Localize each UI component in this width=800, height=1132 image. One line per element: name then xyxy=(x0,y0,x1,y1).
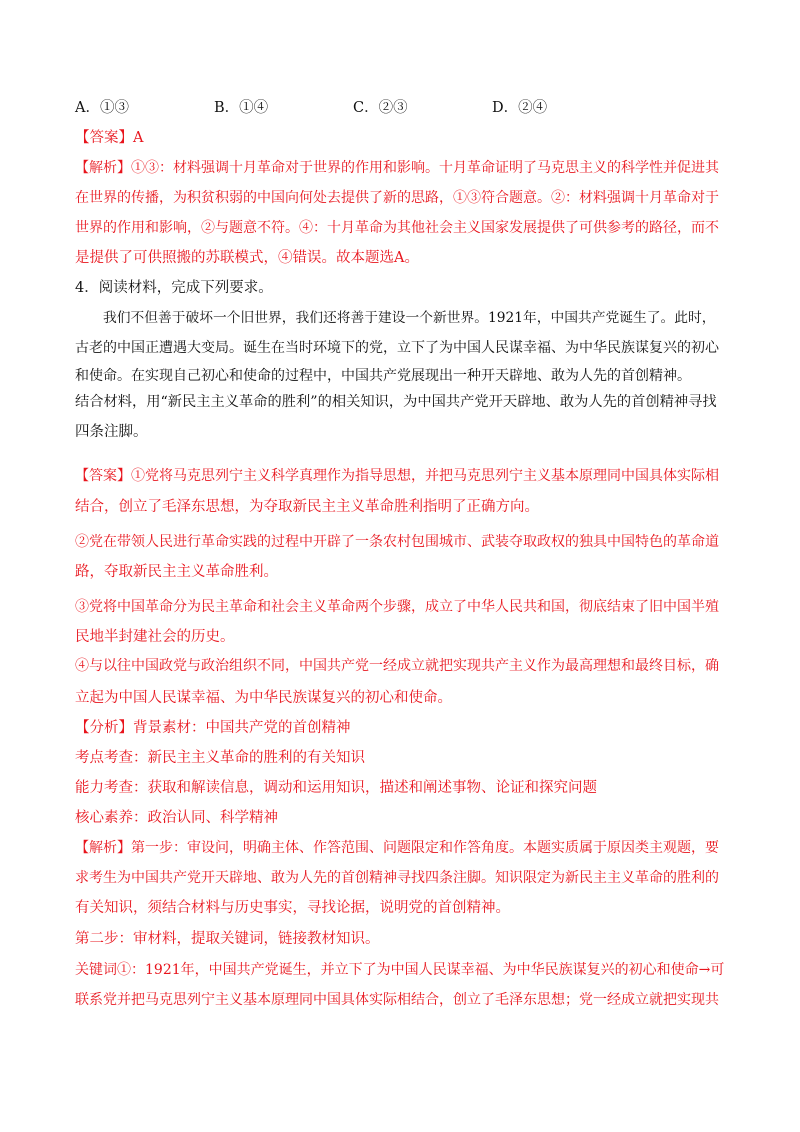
q4-keyword-line: 联系党并把马克思列宁主义基本原理同中国具体实际相结合，创立了毛泽东思想；党一经成立就把实现共 xyxy=(75,992,719,1008)
q3-analysis-line: 【解析】①③：材料强调十月革命对于世界的作用和影响。十月革命证明了马克思主义的科学性并促进其 xyxy=(75,160,719,176)
q4-literacy: 核心素养：政治认同、科学精神 xyxy=(75,810,278,826)
q4-ability: 能力考查：获取和解读信息，调动和运用知识，描述和阐述事物、论证和探究问题 xyxy=(75,780,597,796)
q4-stem: 4．阅读材料，完成下列要求。 xyxy=(75,280,273,296)
q4-exam-point: 考点考查：新民主主义革命的胜利的有关知识 xyxy=(75,750,365,766)
q4-keyword-line: 关键词①：1921年，中国共产党诞生，并立下了为中国人民谋幸福、为中华民族谋复兴的初心和使命→可 xyxy=(75,962,725,978)
q4-answer-line: 【答案】①党将马克思列宁主义科学真理作为指导思想，并把马克思列宁主义基本原理同中国具体实际相 xyxy=(75,468,719,484)
option-a: A．①③ xyxy=(75,100,129,116)
q4-question-line: 结合材料，用“新民主主义革命的胜利”的相关知识，为中国共产党开天辟地、敢为人先的首创精神寻找 xyxy=(75,394,717,410)
q4-answer-line: ②党在带领人民进行革命实践的过程中开辟了一条农村包围城市、武装夺取政权的独具中国特色的革命道 xyxy=(75,534,719,550)
q4-material-line: 和使命。在实现自己初心和使命的过程中，中国共产党展现出一种开天辟地、敢为人先的首创精神。 xyxy=(75,368,691,384)
q4-analysis-header: 【分析】背景素材：中国共产党的首创精神 xyxy=(75,720,351,736)
q4-material-line: 我们不但善于破坏一个旧世界，我们还将善于建设一个新世界。1921年，中国共产党诞生了。此时， xyxy=(103,310,716,326)
q4-material-line: 古老的中国正遭遇大变局。诞生在当时环境下的党，立下了为中国人民谋幸福、为中华民族谋复兴的初心 xyxy=(75,340,719,356)
q4-step2: 第二步：审材料，提取关键词，链接教材知识。 xyxy=(75,931,380,947)
option-b: B．①④ xyxy=(214,100,269,116)
q4-answer-line: 结合，创立了毛泽东思想，为夺取新民主主义革命胜利指明了正确方向。 xyxy=(75,499,539,515)
q4-analysis-line: 有关知识，须结合材料与历史事实，寻找论据，说明党的首创精神。 xyxy=(75,900,510,916)
q3-analysis-line: 在世界的传播，为积贫积弱的中国向何处去提供了新的思路，①③符合题意。②：材料强调十月革命对于 xyxy=(75,190,719,206)
option-d: D．②④ xyxy=(492,100,548,116)
q4-analysis-line: 【解析】第一步：审设问，明确主体、作答范围、问题限定和作答角度。本题实质属于原因类主观题，要 xyxy=(75,840,719,856)
q4-answer-line: ④与以往中国政党与政治组织不同，中国共产党一经成立就把实现共产主义作为最高理想和最终目标，确 xyxy=(75,658,719,674)
q4-question-line: 四条注脚。 xyxy=(75,424,148,440)
q4-analysis-line: 求考生为中国共产党开天辟地、敢为人先的首创精神寻找四条注脚。知识限定为新民主主义革命的胜利的 xyxy=(75,870,719,886)
q3-analysis-line: 是提供了可供照搬的苏联模式，④错误。故本题选A。 xyxy=(75,250,419,266)
q4-answer-line: 立起为中国人民谋幸福、为中华民族谋复兴的初心和使命。 xyxy=(75,690,452,706)
q3-analysis-line: 世界的作用和影响，②与题意不符。④：十月革命为其他社会主义国家发展提供了可供参考的路径，而不 xyxy=(75,220,719,236)
q3-answer: 【答案】A xyxy=(75,130,144,146)
q4-answer-line: ③党将中国革命分为民主革命和社会主义革命两个步骤，成立了中华人民共和国，彻底结束了旧中国半殖 xyxy=(75,599,719,615)
q4-answer-line: 路，夺取新民主主义革命胜利。 xyxy=(75,564,278,580)
option-c: C．②③ xyxy=(353,100,408,116)
q4-answer-line: 民地半封建社会的历史。 xyxy=(75,629,235,645)
